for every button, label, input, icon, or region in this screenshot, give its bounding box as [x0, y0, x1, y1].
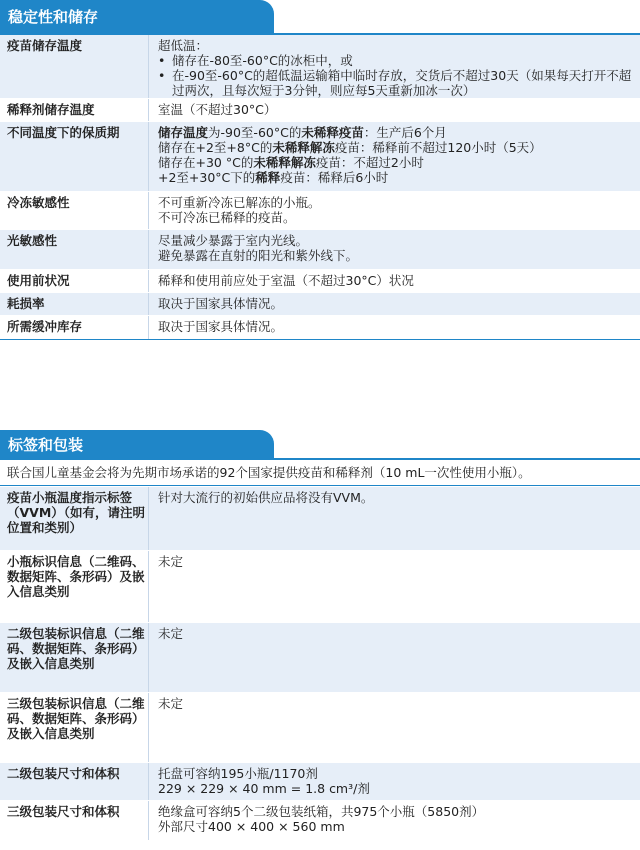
row-value-line: 绝缘盒可容纳5个二级包装纸箱，共975个小瓶（5850剂） [158, 804, 485, 819]
row-value: 未定 [148, 693, 640, 762]
row-label: 三级包装尺寸和体积 [7, 804, 120, 819]
row-value-line: 不可冷冻已稀释的疫苗。 [158, 210, 296, 225]
table-row [0, 99, 640, 122]
table-row [0, 122, 640, 192]
bullet-text: 储存在-80至-60°C的冰柜中，或 [172, 53, 353, 68]
row-value [148, 122, 640, 191]
table-row [0, 270, 640, 293]
row-value: 未定 [148, 551, 640, 622]
stability-table [0, 35, 640, 340]
row-value: 未定 [148, 623, 640, 692]
row-label: 不同温度下的保质期 [7, 125, 120, 140]
shelf-life-line: 储存在+30 °C的未稀释解冻疫苗：不超过2小时 [158, 155, 424, 170]
row-value-lead: 超低温： [158, 38, 209, 53]
table-row [0, 293, 640, 316]
row-label: 三级包装标识信息（二维码、数据矩阵、条形码）及嵌入信息类别 [7, 696, 145, 741]
row-value [148, 801, 640, 840]
row-value-line: 避免暴露在直射的阳光和紫外线下。 [158, 248, 359, 263]
row-label: 冷冻敏感性 [7, 195, 70, 210]
table-row [0, 316, 640, 340]
row-value [148, 763, 640, 800]
table-row [0, 763, 640, 801]
table-row [0, 230, 640, 270]
shelf-life-line: 储存温度为-90至-60°C的未稀释疫苗：生产后6个月 [158, 125, 447, 140]
bullet-text: 在-90至-60°C的超低温运输箱中临时存放，交货后不超过30天（如果每天打开不超过两次，且每次短于3分钟，则应每5天重新加冰一次） [172, 68, 632, 98]
table-row [0, 35, 640, 99]
table-row [0, 623, 640, 693]
row-label: 稀释剂储存温度 [7, 102, 95, 117]
labeling-intro: 联合国儿童基金会将为先期市场承诺的92个国家提供疫苗和稀释剂（10 mL一次性使用小瓶）。 [0, 460, 640, 486]
bullet-item: • 储存在-80至-60°C的冰柜中，或 [158, 53, 634, 68]
table-row [0, 487, 640, 551]
table-row [0, 192, 640, 230]
row-value: 稀释和使用前应处于室温（不超过30°C）状况 [148, 270, 640, 292]
row-label: 耗损率 [7, 296, 45, 311]
row-value [148, 192, 640, 229]
row-value: 针对大流行的初始供应品将没有VVM。 [148, 487, 640, 550]
section-title-labeling: 标签和包装 [0, 430, 274, 458]
row-value-line: 外部尺寸400 × 400 × 560 mm [158, 819, 345, 834]
row-label: 疫苗储存温度 [7, 38, 83, 53]
shelf-life-line: 储存在+2至+8°C的未稀释解冻疫苗：稀释前不超过120小时（5天） [158, 140, 542, 155]
row-value: 取决于国家具体情况。 [148, 316, 640, 339]
row-value-line: 托盘可容纳195小瓶/1170剂 [158, 766, 318, 781]
labeling-table [0, 487, 640, 841]
row-value: 室温（不超过30°C） [148, 99, 640, 121]
row-value-line: 尽量减少暴露于室内光线。 [158, 233, 309, 248]
row-label: 二级包装尺寸和体积 [7, 766, 120, 781]
bullet-item: • 在-90至-60°C的超低温运输箱中临时存放，交货后不超过30天（如果每天打开不超过两次，且每次短于3分钟，则应每5天重新加冰一次） [158, 68, 634, 98]
row-label: 使用前状况 [7, 273, 70, 288]
row-label: 所需缓冲库存 [7, 319, 83, 334]
row-label: 小瓶标识信息（二维码、数据矩阵、条形码）及嵌入信息类别 [7, 554, 145, 599]
shelf-life-line: +2至+30°C下的稀释疫苗：稀释后6小时 [158, 170, 389, 185]
row-value: 取决于国家具体情况。 [148, 293, 640, 315]
row-label: 二级包装标识信息（二维码、数据矩阵、条形码）及嵌入信息类别 [7, 626, 145, 671]
row-value [148, 35, 640, 98]
row-value [148, 230, 640, 269]
table-row [0, 551, 640, 623]
row-value-line: 229 × 229 × 40 mm = 1.8 cm³/剂 [158, 781, 370, 796]
row-value-line: 不可重新冷冻已解冻的小瓶。 [158, 195, 321, 210]
row-label: 光敏感性 [7, 233, 58, 248]
row-label: 疫苗小瓶温度指示标签（VVM）（如有，请注明位置和类别） [7, 490, 146, 535]
table-row [0, 801, 640, 841]
table-row [0, 693, 640, 763]
section-title-stability: 稳定性和储存 [0, 0, 274, 33]
